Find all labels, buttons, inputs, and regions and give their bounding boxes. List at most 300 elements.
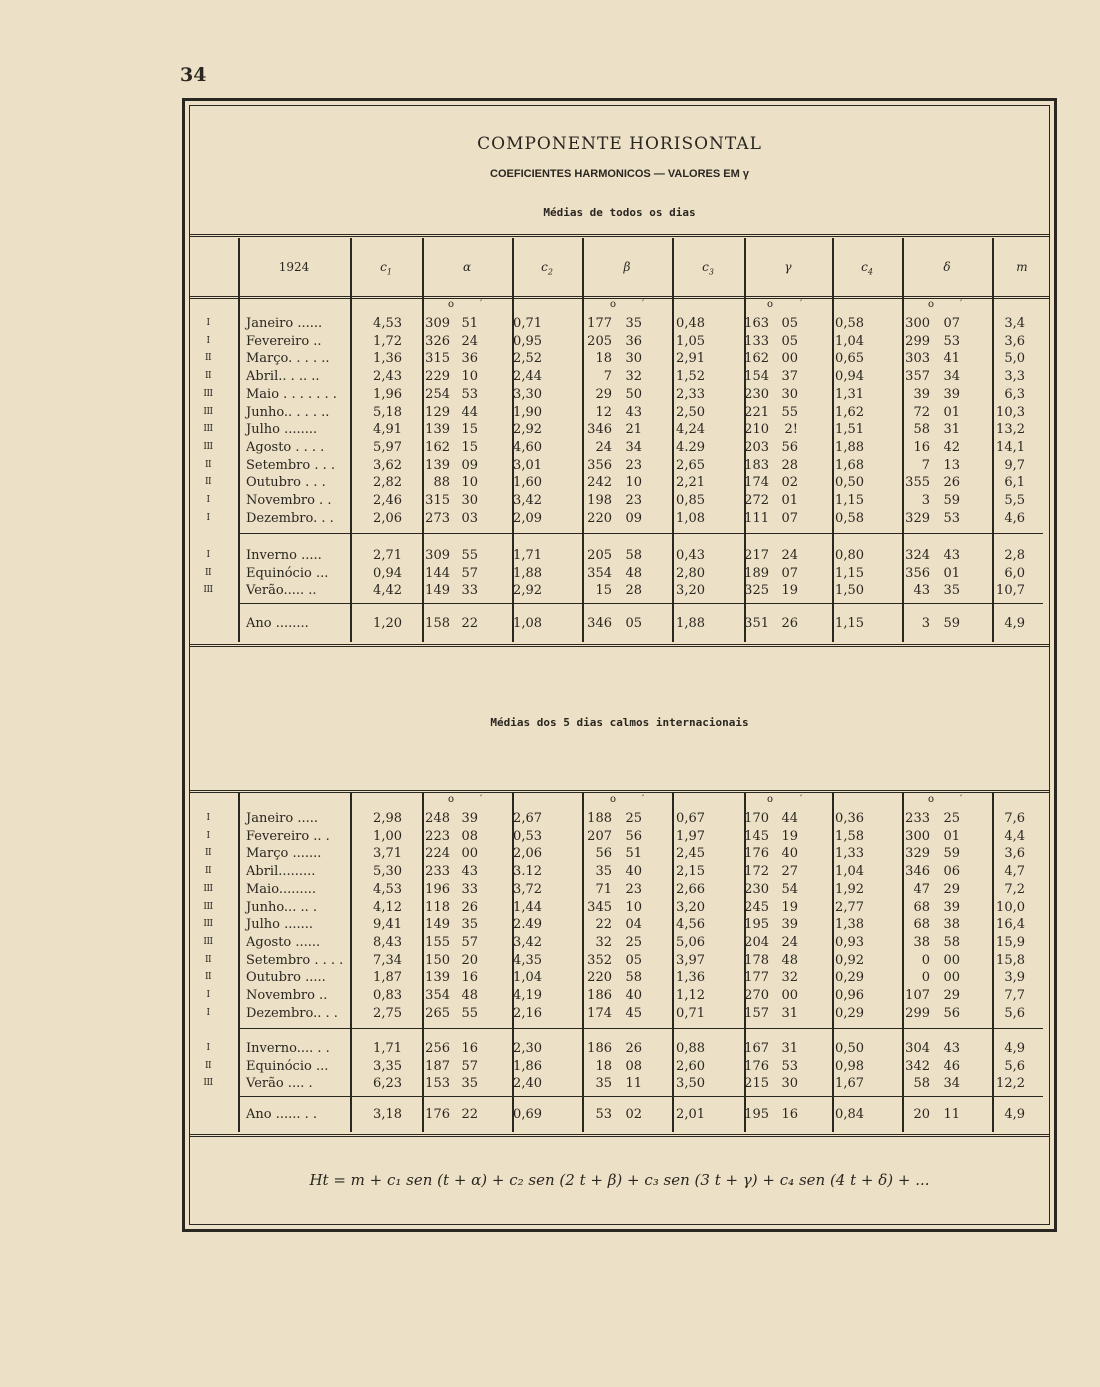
cell-a-m: 55 — [461, 1005, 478, 1021]
cell-a-m: 44 — [461, 404, 478, 420]
cell-a-d: 196 — [425, 881, 450, 897]
cell-c4: 1,67 — [835, 1076, 864, 1092]
table-row — [190, 565, 1049, 583]
row-label: Março. . . . .. — [246, 351, 330, 367]
cell-d-d: 107 — [905, 988, 930, 1003]
cell-c3: 2,33 — [676, 386, 705, 402]
cell-b-d: 242 — [587, 475, 612, 491]
table-row — [190, 510, 1049, 528]
cell-b-m: 04 — [625, 917, 642, 933]
cell-a-d: 354 — [425, 988, 450, 1003]
table-row — [190, 582, 1049, 600]
header-gamma: γ — [784, 260, 792, 274]
cell-b-m: 30 — [625, 351, 642, 367]
cell-g-m: 30 — [781, 386, 798, 402]
row-label: Novembro .. — [246, 988, 328, 1003]
cell-m: 5,5 — [1004, 493, 1025, 508]
cell-c2: 3,72 — [513, 881, 542, 897]
row-label: Dezembro. . . — [246, 510, 334, 526]
cell-b-m: 26 — [625, 1041, 642, 1056]
cell-c3: 1,08 — [676, 510, 705, 526]
cell-c1: 7,34 — [373, 952, 402, 968]
cell-a-m: 20 — [461, 952, 478, 968]
header-year: 1924 — [278, 260, 310, 274]
cell-c3: 0,71 — [676, 1005, 705, 1021]
table-row — [190, 386, 1049, 404]
cell-b-m: 25 — [625, 811, 642, 826]
cell-c4: 0,50 — [835, 1041, 864, 1056]
cell-c4: 1,31 — [835, 386, 864, 402]
minute-mark: ′ — [480, 299, 483, 310]
cell-d-m: 56 — [943, 1005, 960, 1021]
cell-m: 3,4 — [1004, 316, 1025, 331]
cell-a-d: 139 — [425, 970, 450, 986]
cell-a-d: 265 — [425, 1005, 450, 1021]
cell-c1: 1,71 — [373, 1041, 402, 1056]
cell-c1: 9,41 — [373, 917, 402, 933]
cell-c4: 0,58 — [835, 316, 864, 331]
quarter-mark: I — [206, 550, 210, 560]
cell-c4: 1,38 — [835, 917, 864, 933]
cell-c4: 1,88 — [835, 439, 864, 455]
cell-d-m: 07 — [943, 316, 960, 331]
quarter-mark: III — [203, 936, 213, 947]
cell-a-m: 15 — [461, 422, 478, 438]
degree-mark: o — [767, 299, 774, 310]
cell-c3: 2,65 — [676, 457, 705, 473]
cell-d-d: 233 — [905, 811, 930, 826]
cell-c3: 1,97 — [676, 828, 705, 844]
table-row — [190, 1106, 1049, 1124]
cell-c4: 0,50 — [835, 475, 864, 491]
cell-a-m: 57 — [461, 565, 478, 581]
cell-m: 10,3 — [996, 404, 1025, 420]
cell-a-m: 22 — [461, 616, 478, 631]
header-c3: $c_3$ — [702, 260, 714, 277]
cell-c2: 2,40 — [513, 1076, 542, 1092]
cell-b-m: 35 — [625, 316, 642, 331]
cell-b-m: 05 — [625, 952, 642, 968]
cell-a-m: 10 — [461, 369, 478, 385]
cell-m: 9,7 — [1004, 457, 1025, 473]
cell-c4: 1,04 — [835, 333, 864, 349]
cell-a-m: 15 — [461, 439, 478, 455]
cell-c1: 4,53 — [373, 881, 402, 897]
cell-d-m: 29 — [943, 881, 960, 897]
cell-c2: 4,35 — [513, 952, 542, 968]
row-label: Março ....... — [246, 846, 322, 862]
cell-m: 6,0 — [1004, 565, 1025, 581]
cell-g-m: 53 — [781, 1058, 798, 1074]
row-label: Novembro . . — [246, 493, 332, 508]
cell-g-m: 24 — [781, 548, 798, 563]
cell-c3: 2,80 — [676, 565, 705, 581]
cell-c3: 1,05 — [676, 333, 705, 349]
cell-m: 4,4 — [1004, 828, 1025, 844]
cell-b-d: 188 — [587, 811, 612, 826]
harmonic-formula: Ht = m + c₁ sen (t + α) + c₂ sen (2 t + β) + c₃ sen (3 t + γ) + c₄ sen (4 t + δ) + ... — [309, 1171, 930, 1189]
cell-c2: 1,44 — [513, 899, 542, 915]
cell-b-m: 56 — [625, 828, 642, 844]
cell-b-d: 7 — [603, 369, 612, 385]
cell-c1: 2,06 — [373, 510, 402, 526]
cell-c4: 0,92 — [835, 952, 864, 968]
cell-c4: 1,15 — [835, 493, 864, 508]
rule-section2-top — [190, 790, 1049, 793]
cell-g-d: 163 — [744, 316, 769, 331]
cell-g-m: 07 — [781, 510, 798, 526]
cell-d-m: 38 — [943, 917, 960, 933]
quarter-mark: I — [206, 335, 210, 346]
cell-c4: 2,77 — [835, 899, 864, 915]
cell-c3: 3,20 — [676, 583, 705, 599]
cell-m: 4,9 — [1004, 616, 1025, 631]
cell-c1: 4,53 — [373, 316, 402, 331]
cell-m: 3,6 — [1004, 333, 1025, 349]
cell-a-d: 158 — [425, 616, 450, 631]
cell-c2: 1,88 — [513, 565, 542, 581]
cell-a-d: 149 — [425, 583, 450, 599]
cell-a-d: 118 — [425, 899, 450, 915]
cell-c1: 2,43 — [373, 369, 402, 385]
cell-b-d: 29 — [595, 386, 612, 402]
cell-d-m: 25 — [943, 811, 960, 826]
cell-c3: 2,21 — [676, 475, 705, 491]
cell-a-d: 144 — [425, 565, 450, 581]
cell-g-m: 19 — [781, 899, 798, 915]
cell-g-d: 174 — [744, 475, 769, 491]
cell-a-m: 35 — [461, 1076, 478, 1092]
cell-g-m: 37 — [781, 369, 798, 385]
row-label: Inverno ..... — [246, 548, 322, 563]
row-label: Maio......... — [246, 881, 317, 897]
row-label: Dezembro.. . . — [246, 1005, 338, 1021]
cell-a-d: 315 — [425, 351, 450, 367]
cell-g-d: 157 — [744, 1005, 769, 1021]
main-title: COMPONENTE HORISONTAL — [477, 134, 762, 154]
header-c2: $c_2$ — [541, 260, 553, 277]
cell-c3: 4.29 — [676, 439, 705, 455]
cell-m: 12,2 — [996, 1076, 1025, 1092]
cell-g-m: 56 — [781, 439, 798, 455]
cell-c2: 0,53 — [513, 828, 542, 844]
minute-mark: ′ — [800, 299, 803, 310]
quarter-mark: II — [204, 954, 212, 965]
cell-b-d: 205 — [587, 548, 612, 563]
page-number: 34 — [180, 64, 207, 86]
cell-c4: 0,29 — [835, 970, 864, 986]
cell-b-d: 18 — [595, 1058, 612, 1074]
cell-c2: 1,08 — [513, 616, 542, 631]
cell-b-m: 58 — [625, 548, 642, 563]
row-label: Ano ...... . . — [246, 1107, 318, 1122]
cell-b-m: 45 — [625, 1005, 642, 1021]
cell-m: 5,6 — [1004, 1005, 1025, 1021]
cell-d-m: 43 — [943, 1041, 960, 1056]
cell-d-m: 01 — [943, 565, 960, 581]
degree-mark: o — [610, 299, 617, 310]
cell-g-d: 111 — [744, 510, 769, 526]
cell-d-m: 53 — [943, 333, 960, 349]
cell-b-d: 220 — [587, 970, 612, 986]
cell-m: 16,4 — [996, 917, 1025, 933]
row-label: Ano ........ — [246, 616, 309, 631]
minute-mark: ′ — [960, 794, 963, 805]
cell-c3: 4,24 — [676, 422, 705, 438]
cell-b-m: 43 — [625, 404, 642, 420]
cell-c1: 3,35 — [373, 1058, 402, 1074]
cell-a-d: 153 — [425, 1076, 450, 1092]
cell-b-d: 186 — [587, 1041, 612, 1056]
cell-d-m: 43 — [943, 548, 960, 563]
cell-b-d: 354 — [587, 565, 612, 581]
cell-b-d: 198 — [587, 493, 612, 508]
cell-a-d: 229 — [425, 369, 450, 385]
cell-c1: 5,18 — [373, 404, 402, 420]
sub-title: COEFICIENTES HARMONICOS — VALORES EM γ — [490, 168, 749, 180]
cell-d-d: 68 — [913, 917, 930, 933]
cell-g-d: 145 — [744, 828, 769, 844]
minute-mark: ′ — [642, 299, 645, 310]
cell-a-d: 129 — [425, 404, 450, 420]
cell-g-d: 183 — [744, 457, 769, 473]
cell-c1: 2,71 — [373, 548, 402, 563]
cell-c3: 5,06 — [676, 934, 705, 950]
cell-g-m: 05 — [781, 333, 798, 349]
cell-c1: 4,91 — [373, 422, 402, 438]
cell-d-d: 43 — [913, 583, 930, 599]
cell-g-m: 2! — [784, 422, 798, 438]
cell-m: 4,9 — [1004, 1107, 1025, 1122]
header-alpha: α — [462, 260, 472, 274]
cell-d-d: 329 — [905, 510, 930, 526]
cell-b-d: 35 — [595, 864, 612, 880]
table-row — [190, 845, 1049, 863]
cell-m: 14,1 — [996, 439, 1025, 455]
cell-a-m: 35 — [461, 917, 478, 933]
cell-g-m: 19 — [781, 583, 798, 599]
cell-b-m: 36 — [625, 333, 642, 349]
cell-d-d: 7 — [921, 457, 930, 473]
cell-g-m: 54 — [781, 881, 798, 897]
cell-c2: 0,95 — [513, 333, 542, 349]
cell-c4: 0,80 — [835, 548, 864, 563]
cell-b-d: 346 — [587, 422, 612, 438]
cell-d-d: 3 — [921, 493, 930, 508]
quarter-mark: III — [203, 1078, 213, 1089]
cell-c2: 2,06 — [513, 846, 542, 862]
cell-b-d: 346 — [587, 616, 612, 631]
rule-section1-bottom — [190, 644, 1049, 647]
cell-c4: 0,58 — [835, 510, 864, 526]
cell-a-m: 36 — [461, 351, 478, 367]
cell-g-m: 48 — [781, 952, 798, 968]
cell-c4: 0,65 — [835, 351, 864, 367]
table-inner-frame — [189, 105, 1050, 1225]
cell-d-d: 324 — [905, 548, 930, 563]
cell-g-m: 31 — [781, 1041, 798, 1056]
cell-b-m: 08 — [625, 1058, 642, 1074]
cell-a-d: 315 — [425, 493, 450, 508]
cell-c3: 2,01 — [676, 1107, 705, 1122]
rule-s2-seasons — [238, 1028, 1043, 1029]
cell-c1: 2,98 — [373, 811, 402, 826]
cell-d-m: 06 — [943, 864, 960, 880]
cell-a-d: 223 — [425, 828, 450, 844]
cell-a-m: 33 — [461, 583, 478, 599]
cell-c1: 5,97 — [373, 439, 402, 455]
cell-c1: 2,46 — [373, 493, 402, 508]
quarter-mark: III — [203, 585, 213, 596]
cell-c1: 1,36 — [373, 351, 402, 367]
cell-g-d: 203 — [744, 439, 769, 455]
cell-g-d: 133 — [744, 333, 769, 349]
header-m: m — [1016, 260, 1028, 274]
quarter-mark: III — [203, 441, 213, 452]
cell-a-d: 256 — [425, 1041, 450, 1056]
header-delta: δ — [943, 260, 951, 274]
quarter-mark: I — [206, 813, 210, 823]
cell-d-d: 356 — [905, 565, 930, 581]
cell-d-m: 13 — [943, 457, 960, 473]
cell-d-m: 00 — [943, 952, 960, 968]
cell-g-m: 27 — [781, 864, 798, 880]
cell-g-d: 272 — [744, 493, 769, 508]
cell-a-d: 248 — [425, 811, 450, 826]
cell-c4: 1,50 — [835, 583, 864, 599]
cell-a-d: 149 — [425, 917, 450, 933]
row-label: Janeiro ...... — [246, 316, 323, 331]
cell-c2: 3.12 — [513, 864, 542, 880]
cell-a-m: 16 — [461, 970, 478, 986]
cell-c2: 2,92 — [513, 583, 542, 599]
cell-d-m: 01 — [943, 828, 960, 844]
header-beta: β — [623, 260, 631, 274]
cell-b-d: 205 — [587, 333, 612, 349]
header-c4: $c_4$ — [861, 260, 873, 277]
cell-g-d: 204 — [744, 934, 769, 950]
cell-g-d: 230 — [744, 386, 769, 402]
degree-mark: o — [928, 299, 935, 310]
cell-c1: 1,96 — [373, 386, 402, 402]
row-label: Abril......... — [246, 864, 316, 880]
cell-g-d: 177 — [744, 970, 769, 986]
cell-c4: 1,58 — [835, 828, 864, 844]
cell-c2: 1,86 — [513, 1058, 542, 1074]
cell-b-m: 50 — [625, 386, 642, 402]
cell-c1: 1,00 — [373, 828, 402, 844]
quarter-mark: III — [203, 901, 213, 912]
cell-a-m: 51 — [461, 316, 478, 331]
cell-g-d: 221 — [744, 404, 769, 420]
table-row — [190, 899, 1049, 917]
cell-b-d: 186 — [587, 988, 612, 1003]
cell-d-d: 58 — [913, 422, 930, 438]
row-label: Junho... .. . — [246, 899, 317, 915]
cell-g-d: 189 — [744, 565, 769, 581]
degree-mark: o — [928, 794, 935, 805]
cell-c4: 1,15 — [835, 616, 864, 631]
cell-c4: 0,96 — [835, 988, 864, 1003]
cell-m: 15,9 — [996, 934, 1025, 950]
cell-a-d: 224 — [425, 846, 450, 862]
cell-c3: 1,88 — [676, 616, 705, 631]
cell-m: 5,0 — [1004, 351, 1025, 367]
quarter-mark: II — [204, 567, 212, 578]
cell-d-d: 0 — [921, 952, 930, 968]
cell-d-d: 346 — [905, 864, 930, 880]
cell-b-d: 56 — [595, 846, 612, 862]
quarter-mark: I — [206, 495, 210, 505]
rule-header-bottom — [190, 296, 1049, 299]
cell-g-m: 31 — [781, 1005, 798, 1021]
table-row — [190, 969, 1049, 987]
cell-b-d: 220 — [587, 510, 612, 526]
cell-m: 7,2 — [1004, 881, 1025, 897]
cell-m: 7,7 — [1004, 988, 1025, 1003]
section2-label: Médias dos 5 dias calmos internacionais — [490, 716, 749, 729]
row-label: Inverno.... . . — [246, 1041, 330, 1056]
table-row — [190, 474, 1049, 492]
cell-m: 13,2 — [996, 422, 1025, 438]
table-row — [190, 828, 1049, 846]
quarter-mark: III — [203, 424, 213, 435]
table-row — [190, 934, 1049, 952]
cell-m: 4,7 — [1004, 864, 1025, 880]
cell-g-m: 00 — [781, 988, 798, 1003]
cell-d-d: 299 — [905, 333, 930, 349]
table-row — [190, 881, 1049, 899]
cell-a-d: 88 — [433, 475, 450, 491]
cell-c1: 4,42 — [373, 583, 402, 599]
cell-d-d: 68 — [913, 899, 930, 915]
cell-b-m: 40 — [625, 864, 642, 880]
cell-c3: 0,43 — [676, 548, 705, 563]
cell-d-m: 59 — [943, 616, 960, 631]
cell-c1: 6,23 — [373, 1076, 402, 1092]
table-row — [190, 547, 1049, 565]
cell-c3: 2,66 — [676, 881, 705, 897]
cell-m: 10,0 — [996, 899, 1025, 915]
rule-s1-year — [238, 603, 1043, 604]
cell-a-d: 187 — [425, 1058, 450, 1074]
cell-c2: 2,52 — [513, 351, 542, 367]
cell-c2: 2,30 — [513, 1041, 542, 1056]
cell-c4: 0,94 — [835, 369, 864, 385]
cell-m: 5,6 — [1004, 1058, 1025, 1074]
cell-c2: 3,01 — [513, 457, 542, 473]
row-label: Outubro . . . — [246, 475, 326, 491]
cell-d-d: 0 — [921, 970, 930, 986]
cell-b-m: 21 — [625, 422, 642, 438]
cell-a-d: 139 — [425, 457, 450, 473]
cell-a-d: 309 — [425, 548, 450, 563]
minute-mark: ′ — [642, 794, 645, 805]
cell-a-m: 24 — [461, 333, 478, 349]
table-row — [190, 1058, 1049, 1076]
minute-mark: ′ — [480, 794, 483, 805]
row-label: Outubro ..... — [246, 970, 326, 986]
cell-c4: 1,68 — [835, 457, 864, 473]
cell-a-d: 176 — [425, 1107, 450, 1122]
cell-b-d: 71 — [595, 881, 612, 897]
quarter-mark: I — [206, 990, 210, 1000]
cell-c1: 8,43 — [373, 934, 402, 950]
rule-s1-seasons — [238, 533, 1043, 534]
cell-c2: 2,16 — [513, 1005, 542, 1021]
cell-d-d: 47 — [913, 881, 930, 897]
cell-a-m: 10 — [461, 475, 478, 491]
